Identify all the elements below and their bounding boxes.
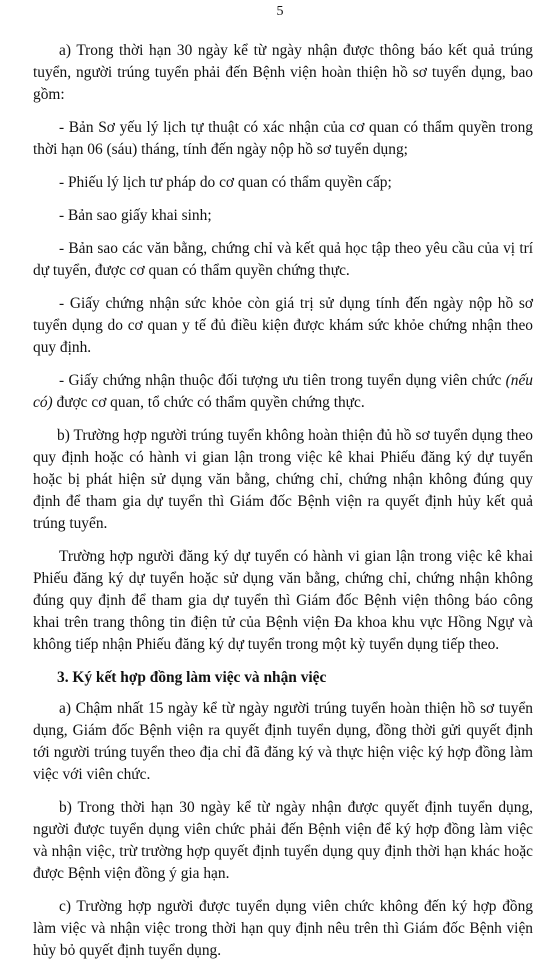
paragraph-b: b) Trường hợp người trúng tuyển không hoàn thiện đủ hồ sơ tuyển dụng theo quy định hoặc có hành vi gian lận trong việc kê khai Phiếu đăng ký dự tuyển hoặc bị phát hiện sử dụng văn bằng, chứng chỉ, chứng nhận không đúng quy định để tham gia dự tuyển thì Giám đốc Bệnh viện ra quyết định hủy kết quả trúng tuyển. bbox=[33, 427, 533, 532]
section-3-paragraph-c: c) Trường hợp người được tuyển dụng viên chức không đến ký hợp đồng làm việc và nhận việc trong thời hạn quy định nêu trên thì Giám đốc Bệnh viện hủy bỏ quyết định tuyển dụng. bbox=[33, 898, 533, 959]
paragraph-a-intro: a) Trong thời hạn 30 ngày kể từ ngày nhận được thông báo kết quả trúng tuyển, người trúng tuyển phải đến Bệnh viện hoàn thiện hồ sơ tuyển dụng, bao gồm: bbox=[33, 42, 533, 103]
section-3-paragraph-a: a) Chậm nhất 15 ngày kể từ ngày người trúng tuyển hoàn thiện hồ sơ tuyển dụng, Giám đốc Bệnh viện ra quyết định tuyển dụng, đồng thời gửi quyết định tới người trúng tuyển theo địa chỉ đã đăng ký và thực hiện việc ký hợp đồng làm việc với viên chức. bbox=[33, 700, 533, 783]
list-item-diplomas: - Bản sao các văn bằng, chứng chỉ và kết quả học tập theo yêu cầu của vị trí dự tuyển, được cơ quan có thẩm quyền chứng thực. bbox=[33, 240, 533, 279]
section-3-heading: 3. Ký kết hợp đồng làm việc và nhận việc bbox=[57, 669, 327, 686]
section-3-paragraph-b: b) Trong thời hạn 30 ngày kể từ ngày nhận được quyết định tuyển dụng, người được tuyển dụng viên chức phải đến Bệnh viện để ký hợp đồng làm việc và nhận việc, trừ trường hợp quyết định tuyển dụng quy định thời hạn khác hoặc được Bệnh viện đồng ý gia hạn. bbox=[33, 799, 533, 882]
paragraph-fraud: Trường hợp người đăng ký dự tuyển có hành vi gian lận trong việc kê khai Phiếu đăng ký dự tuyển hoặc sử dụng văn bằng, chứng chỉ, chứng nhận không đúng quy định để tham gia dự tuyển thì Giám đốc Bệnh viện thông báo công khai trên trang thông tin điện tử của Bệnh viện Đa khoa khu vực Hồng Ngự và không tiếp nhận Phiếu đăng ký dự tuyển trong một kỳ tuyển dụng tiếp theo. bbox=[33, 548, 533, 653]
document-body bbox=[33, 40, 533, 973]
list-item-priority-certificate bbox=[33, 370, 533, 414]
list-item-birth-certificate: - Bản sao giấy khai sinh; bbox=[59, 207, 212, 224]
list-item-health-certificate: - Giấy chứng nhận sức khỏe còn giá trị sử dụng tính đến ngày nộp hồ sơ tuyển dụng do cơ quan y tế đủ điều kiện được khám sức khỏe chứng nhận theo quy định. bbox=[33, 295, 533, 356]
list-item-judicial-record: - Phiếu lý lịch tư pháp do cơ quan có thẩm quyền cấp; bbox=[59, 174, 392, 191]
priority-text-after: được cơ quan, tổ chức có thẩm quyền chứng thực. bbox=[52, 394, 365, 411]
priority-text-italic: (nếu có) bbox=[33, 372, 533, 411]
page-number: 5 bbox=[276, 4, 284, 19]
priority-text-before: - Giấy chứng nhận thuộc đối tượng ưu tiên trong tuyển dụng viên chức bbox=[59, 372, 506, 389]
list-item-cv: - Bản Sơ yếu lý lịch tự thuật có xác nhận của cơ quan có thẩm quyền trong thời hạn 06 (sáu) tháng, tính đến ngày nộp hồ sơ tuyển dụng; bbox=[33, 119, 533, 158]
